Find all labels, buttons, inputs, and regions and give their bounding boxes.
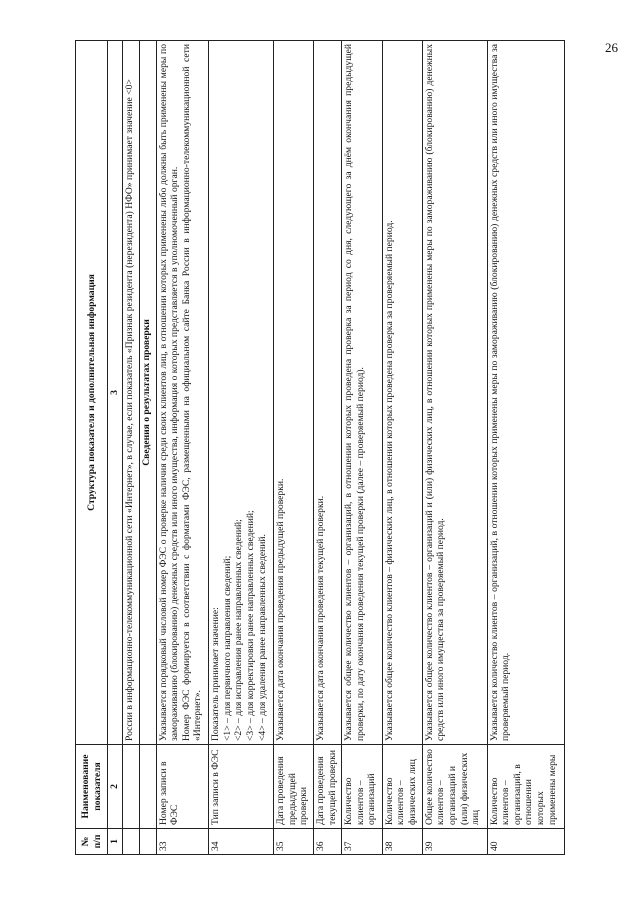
description-line: Показатель принимает значение: (210, 607, 222, 741)
section-row (139, 41, 156, 855)
table-row (209, 41, 274, 855)
section-title: Сведения о результатах проверки (139, 41, 156, 745)
header-structure: Структура показателя и дополнительная информация (76, 41, 108, 745)
table-row (314, 41, 342, 855)
header-number: № п/п (76, 829, 108, 855)
col-num-2: 2 (108, 745, 123, 829)
col-num-1: 1 (108, 829, 123, 855)
description-line: Указывается количество клиентов – организаций, в отношении которых применены меры по замораживанию (блокированию) денежных средств или иного имущества за проверяемый период. (488, 44, 512, 741)
rotated-table-sheet (75, 40, 565, 855)
row-number: 37 (342, 829, 382, 855)
header-row (76, 41, 108, 855)
row-number: 38 (382, 829, 422, 855)
indicator-description (487, 41, 564, 745)
page-number: 26 (605, 40, 618, 55)
description-line: <3> – для корректировки ранее направленных сведений; (245, 510, 257, 741)
row-number: 40 (487, 829, 564, 855)
description-line: <4> – для удаления ранее направленных сведений. (256, 534, 268, 741)
indicator-description (382, 41, 422, 745)
description-line: Указывается порядковый числовой номер ФЭС о проверке наличия среди своих клиентов лиц, в отношении которых применены либо должны быть применены меры по замораживанию (блокированию) денежных средств или иного имущества, информация о которых представляется в уполномоченный орган. (157, 44, 181, 741)
indicator-name: Дата проведения предыдущей проверки (274, 745, 314, 829)
table-row (274, 41, 314, 855)
row-number: 34 (209, 829, 274, 855)
indicator-name: Тип записи в ФЭС (209, 745, 274, 829)
row-number: 39 (422, 829, 487, 855)
column-number-row (108, 41, 123, 855)
indicator-description (342, 41, 382, 745)
continuation-row (122, 41, 139, 855)
indicator-name: Дата проведения текущей проверки (314, 745, 342, 829)
table-body (156, 41, 564, 855)
header-name: Наименование показателя (76, 745, 108, 829)
table-row (342, 41, 382, 855)
description-line: Указывается дата окончания проведения предыдущей проверки. (275, 478, 287, 741)
table-row (382, 41, 422, 855)
indicator-name: Общее количество клиентов – организаций и (или) физических лиц (422, 745, 487, 829)
indicator-name: Количество клиентов – физических лиц (382, 745, 422, 829)
table-row (156, 41, 209, 855)
indicator-description (156, 41, 209, 745)
col-num-3: 3 (108, 41, 123, 745)
row-number: 33 (156, 829, 209, 855)
description-line: Указывается общее количество клиентов – организаций и (или) физических лиц, в отношении которых применены меры по замораживанию (блокированию) денежных средств или иного имущества за проверяемый период. (423, 44, 447, 741)
row-number: 36 (314, 829, 342, 855)
indicator-description (209, 41, 274, 745)
indicator-description (422, 41, 487, 745)
description-line: Номер ФЭС формируется в соответствии с форматами ФЭС, размещенными на официальном сайте Банка России в информационно-телекоммуникационной сети «Интернет». (180, 44, 204, 741)
continuation-text: России в информационно-телекоммуникационной сети «Интернет», в случае, если показатель «Признак резидента (нерезидента) НФО» принимает значение <0> (122, 41, 139, 745)
row-number: 35 (274, 829, 314, 855)
table-row (422, 41, 487, 855)
description-line: Указывается общее количество клиентов – физических лиц, в отношении которых проведена проверка за проверяемый период. (383, 220, 395, 741)
indicator-description (274, 41, 314, 745)
indicator-name: Количество клиентов – организаций, в отношении которых применены меры (487, 745, 564, 829)
indicator-name: Количество клиентов – организаций (342, 745, 382, 829)
table-row (487, 41, 564, 855)
description-line: Указывается дата окончания проведения текущей проверки. (315, 495, 327, 741)
description-line: <1> – для первичного направления сведений; (221, 555, 233, 741)
description-line: <2> – для исправления ранее направленных сведений; (233, 519, 245, 741)
indicator-name: Номер записи в ФЭС (156, 745, 209, 829)
description-line: Указывается общее количество клиентов – организаций, в отношении которых проведена проверка за период со дня, следующего за днём окончания предыдущей проверки, по дату окончания проведения текущей проверки (далее – проверяемый период). (343, 44, 366, 741)
indicator-table (75, 40, 565, 855)
indicator-description (314, 41, 342, 745)
